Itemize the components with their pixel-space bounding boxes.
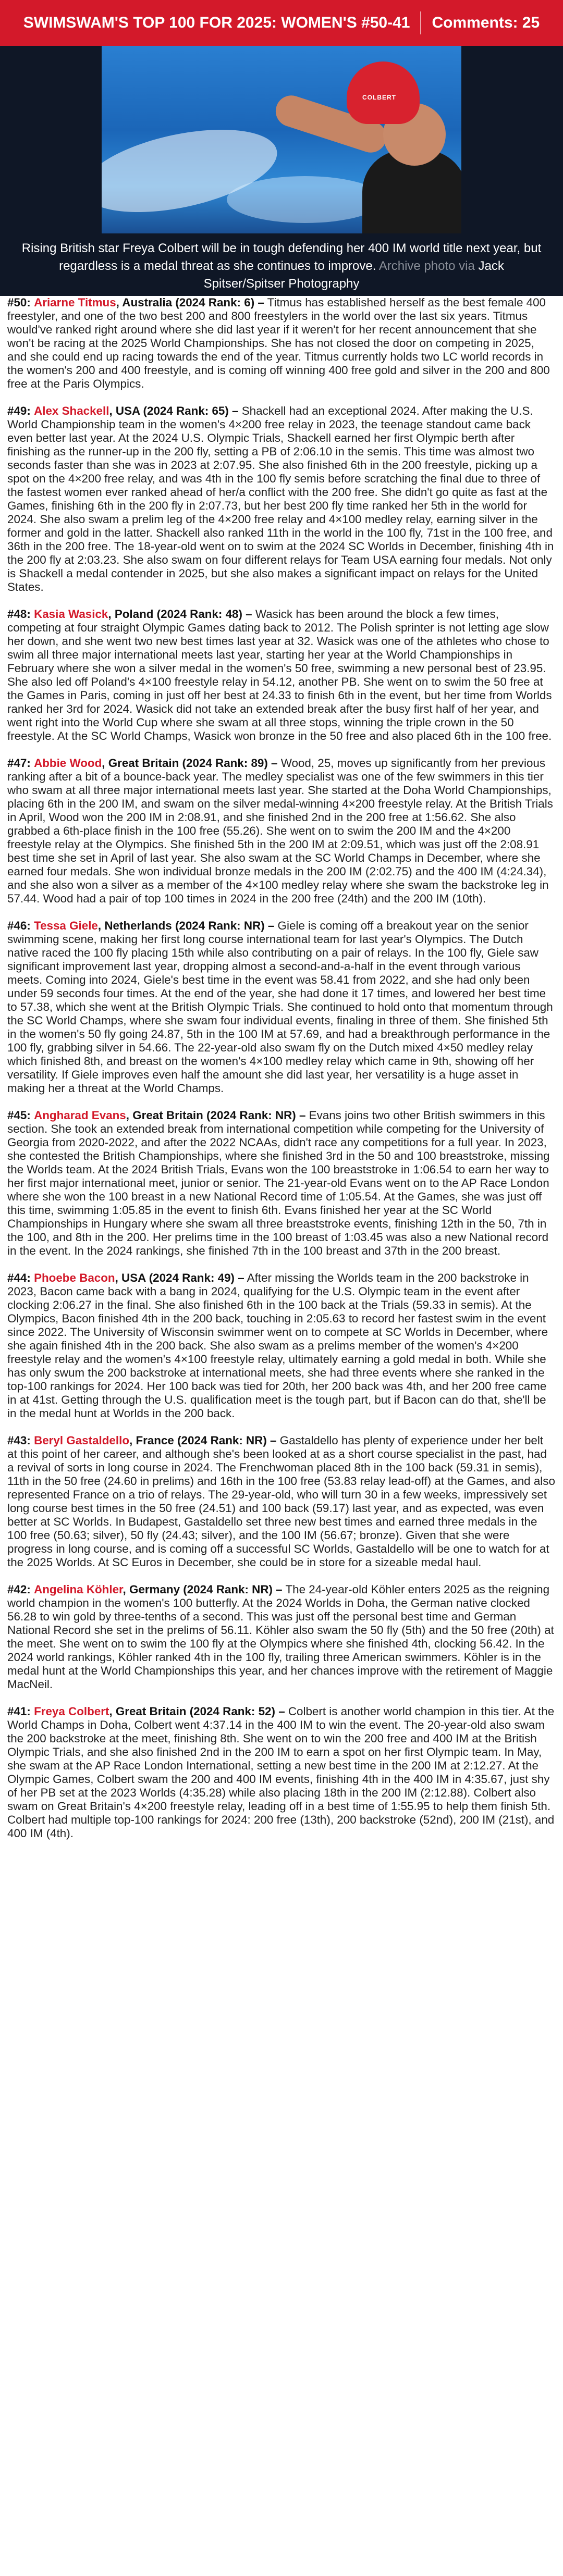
entry-meta: , France (2024 Rank: NR) – xyxy=(129,1434,277,1447)
athlete-link[interactable]: Kasia Wasick xyxy=(34,608,108,621)
ranking-entry-49 xyxy=(7,404,556,594)
athlete-link[interactable]: Angharad Evans xyxy=(34,1109,126,1122)
athlete-link[interactable]: Tessa Giele xyxy=(34,919,98,932)
entry-text: Colbert is another world champion in this tier. At the World Champs in Doha, Colbert went 4:37.14 in the 400 IM to win the event. The 20-year-old also swam the 200 backstroke at the meet, finishing 8th. She went on to win the 200 free and 400 IM at the British Olympic Trials, and she also finished 2nd in the 200 IM to earn a spot on her first Olympic team. In May, she swam at the AP Race London International, setting a new best time in the 200 IM at 2:12.27. At the Olympic Games, Colbert swam the 200 and 400 IM events, finishing 4th in the 400 IM in 4:35.67, just shy of her PB set at the 2023 Worlds (4:35.28) while also placing 18th in the 200 IM (2:12.88). Colbert also swam on Great Britain's 4×200 freestyle relay, leading off in a best time of 1:55.95 to help them finish 5th. Colbert had multiple top-100 rankings for 2024: 200 free (13th), 200 backstroke (52nd), 200 IM (21st), and 400 IM (4th). xyxy=(7,1705,555,1840)
top-bar xyxy=(0,0,563,46)
photo-credit-link[interactable]: Archive photo via xyxy=(378,259,475,273)
athlete-link[interactable]: Phoebe Bacon xyxy=(34,1271,115,1284)
ranking-entry-43 xyxy=(7,1434,556,1569)
entry-text: Wasick has been around the block a few times, competing at four straight Olympic Games dating back to 2012. The Polish sprinter is not letting age slow her down, and she went two new best times last year at 32. Wasick was one of the athletes who chose to swim all three major international meets last year, starting her year at the World Championships in February where she won a silver medal in the women's 50 free, swimming a new personal best of 23.95. She also led off Poland's 4×100 freestyle relay in 54.12, another PB. She went on to swim the 50 free at the Games in Paris, coming in just off her best at 24.33 to finish 6th in the event, but her time from Worlds ranked her 3rd for 2024. Wasick did not take an extended break after the busy first half of her year, and went right into the World Cup where she swam at all three stops, winning the triple crown in the 50 freestyle. At the SC World Champs, Wasick won bronze in the 50 free and also placed 6th in the 100 free. xyxy=(7,608,552,742)
entry-rank: #48: xyxy=(7,608,31,621)
entry-text: Titmus has established herself as the best female 400 freestyler, and one of the two best 200 and 800 freestylers in the world over the last six years. Titmus would've ranked right around where she did last year if it weren't for her recent announcement that she won't be racing at the 2025 World Championships. She has not closed the door on competing in 2025, and she could end up racing towards the end of the year. Titmus currently holds two LC world records in the women's 200 and 400 freestyle, and is coming off winning 400 free gold and silver in the 200 and 800 free at the Paris Olympics. xyxy=(7,296,550,390)
entry-text: After missing the Worlds team in the 200 backstroke in 2023, Bacon came back with a bang in 2024, qualifying for the U.S. Olympic team in the event after clocking 2:06.27 in the final. She also finished 6th in the 100 back at the Trials (59.33 in semis). At the Olympics, Bacon finished 4th in the 200 back, touching in 2:05.63 to record her fastest swim in the event since 2022. The University of Wisconsin swimmer went on to compete at SC Worlds in December, where she again finished 4th in the 200 back. She also swam as a prelims member of the women's 4×200 freestyle relay and the women's 4×100 freestyle relay, ultimately earning a gold medal in both. While she has only swum the 200 backstroke at international meets, she had three events where she ranked in the top-100 rankings for 2024. Her 100 back was tied for 20th, her 200 back was 4th, and her 200 free came in at 41st. Getting through the U.S. qualification meet is the tough part, but if Bacon can do that, she'll be in the medal hunt at Worlds in the 200 back. xyxy=(7,1271,548,1420)
photo-caption xyxy=(21,240,542,293)
entry-meta: , Poland (2024 Rank: 48) – xyxy=(108,608,252,621)
photo-credit-name: Jack Spitser/Spitser Photography xyxy=(203,259,504,291)
entry-text: The 24-year-old Köhler enters 2025 as the reigning world champion in the women's 100 butterfly. At the 2024 Worlds in Doha, the German native clocked 56.28 to win gold by three-tenths of a second. This was just off the personal best time and German National Record she set in the prelims of 56.11. Köhler also swam the 50 fly (5th) and the 50 free (20th) at the meet. She went on to swim the 100 fly at the Olympics where she finished 4th, clocking 56.42. In the 2024 world rankings, Köhler ranked 4th in the 100 fly, trailing three American swimmers. Köhler is in the medal hunt at the World Championships this year, and her chances improve with the retirement of Maggie MacNeil. xyxy=(7,1583,554,1691)
hero-image-section xyxy=(0,46,563,296)
hero-photo xyxy=(102,46,461,233)
athlete-link[interactable]: Alex Shackell xyxy=(34,404,109,417)
entry-rank: #47: xyxy=(7,757,31,770)
ranking-entry-46 xyxy=(7,919,556,1095)
entry-meta: , Netherlands (2024 Rank: NR) – xyxy=(97,919,275,932)
ranking-entry-48 xyxy=(7,608,556,743)
entry-rank: #44: xyxy=(7,1271,31,1284)
entry-rank: #41: xyxy=(7,1705,31,1718)
ranking-entry-44 xyxy=(7,1271,556,1420)
athlete-link[interactable]: Abbie Wood xyxy=(34,757,102,770)
athlete-link[interactable]: Beryl Gastaldello xyxy=(34,1434,129,1447)
water-splash-2 xyxy=(227,176,383,223)
ranking-entry-45 xyxy=(7,1109,556,1258)
caption-text: Rising British star Freya Colbert will be in tough defending her 400 IM world title next year, but regardless is a medal threat as she continues to improve. xyxy=(21,241,542,273)
article-body xyxy=(0,296,563,1840)
entry-meta: , Australia (2024 Rank: 6) – xyxy=(116,296,264,309)
entry-rank: #46: xyxy=(7,919,31,932)
entry-text: Gastaldello has plenty of experience under her belt at this point of her career, and although she's been looked at as a short course specialist in the past, had a revival of sorts in long course in 2024. The Frenchwoman placed 8th in the 100 back (59.31 in semis), 11th in the 50 free (24.60 in prelims) and 16th in the 100 free (53.83 relay lead-off) at the Games, and also represented France on a trio of relays. The 29-year-old, who will turn 30 in a few weeks, impressively set long course best times in the 50 free (24.51) and 100 back (59.17) last year, and as expected, was even better at SC Worlds. In Budapest, Gastaldello set three new best times and earned three medals in the 100 free (50.63; silver), 50 fly (24.43; silver), and the 100 IM (56.67; bronze). Given that she were progress in long course, and is coming off a successful SC Worlds, Gastaldello will be one to watch for at the 2025 Worlds. At SC Euros in December, she could be in store for a sizeable medal haul. xyxy=(7,1434,555,1569)
entry-text: Giele is coming off a breakout year on the senior swimming scene, making her first long course international team for last year's Olympics. The Dutch native raced the 100 fly placing 15th while also contributing on a pair of relays. In the 100 fly, Giele saw significant improvement last year, dropping almost a second-and-a-half in the event through various meets. Coming into 2024, Giele's best time in the event was 58.41 from 2022, and she had only been under 59 seconds four times. At the end of the year, she had done it 17 times, and lowered her best time to 57.38, which she went at the British Olympic Trials. She continued to hold onto that momentum through the SC World Champs, where she swam four individual events, finaling in three of them. She finished 5th in the women's 50 fly going 24.87, 5th in the 100 IM at 57.69, and had a breakthrough performance in the 100 fly, grabbing silver in 54.66. The 22-year-old also swam fly on the Dutch mixed 4×50 medley relay which finished 8th, and breast on the women's 4×100 medley relay which came in 9th, showing off her versatility. If Giele improves even half the amount she did last year, her versatility is a huge asset in making her a threat at the World Champs. xyxy=(7,919,553,1095)
ranking-entry-50 xyxy=(7,296,556,391)
entry-rank: #42: xyxy=(7,1583,31,1596)
article-title: SWIMSWAM'S TOP 100 FOR 2025: WOMEN'S #50-41 xyxy=(23,14,410,31)
entry-text: Shackell had an exceptional 2024. After making the U.S. World Championship team in the women's 4×200 free relay in 2023, the teenage standout came back even better last year. At the 2024 U.S. Olympic Trials, Shackell earned her first Olympic berth after finishing as the runner-up in the 200 fly, setting a PB of 2:06.10 in the semis. This time was almost two seconds faster than she was in 2023 at 2:07.95. She also finished 6th in the 200 freestyle, picking up a spot on the 4×200 free relay, and was 4th in the 100 fly semis before scratching the final due to three of the fastest women ever ranked ahead of her/a conflict with the 200 free. She didn't go quite as fast at the Games, finishing 6th in the 200 fly in 2:07.73, but her best 200 fly time ranked her 5th in the world for 2024. She also swam a prelim leg of the 4×200 free relay and 4×100 medley relay, earning silver in the former and gold in the latter. Shackell also ranked 11th in the world in the 100 fly, 71st in the 100 free, and 36th in the 200 free. The 18-year-old went on to swim at the 2024 SC Worlds in December, finishing 4th in the 200 fly at 2:03.23. She also swam on four different relays for Team USA earning four medals. Not only is Shackell a medal contender in 2025, but she also makes a significant impact on relays for the United States. xyxy=(7,404,554,593)
entry-meta: , Germany (2024 Rank: NR) – xyxy=(123,1583,283,1596)
entry-rank: #43: xyxy=(7,1434,31,1447)
entry-meta: , USA (2024 Rank: 65) – xyxy=(109,404,239,417)
ranking-entry-41 xyxy=(7,1705,556,1840)
ranking-entry-42 xyxy=(7,1583,556,1691)
entry-rank: #50: xyxy=(7,296,31,309)
entry-rank: #49: xyxy=(7,404,31,417)
ranking-entry-47 xyxy=(7,757,556,906)
entry-text: Wood, 25, moves up significantly from her previous ranking after a bit of a bounce-back year. The medley specialist was one of the few swimmers in this tier who swam at all three major international meets last year. She started at the Doha World Championships, placing 6th in the 200 IM, and swam on the silver medal-winning 4×200 freestyle relay. At the British Trials in April, Wood won the 200 IM in 2:08.91, and she finished 2nd in the 200 free at 1:56.62. She also grabbed a 6th-place finish in the 100 free (55.26). She went on to swim the 200 IM and the 4×200 freestyle relay at the Olympics. She finished 5th in the 200 IM at 2:09.51, which was just off the 2:08.91 best time she set in April of last year. She also swam at the SC World Champs in December, where she earned four medals. She won individual bronze medals in the 200 IM (2:02.75) and the 400 IM (4:24.34), and she also won a silver as a member of the 4×100 medley relay where she swam the backstroke leg in 57.44. Wood had a pair of top 100 times in 2024 in the 200 free (24th) and the 200 IM (10th). xyxy=(7,757,553,905)
comments-link[interactable]: Comments: 25 xyxy=(432,14,540,31)
swim-cap-text: COLBERT xyxy=(362,94,396,101)
swim-cap xyxy=(347,61,420,124)
entry-meta: , Great Britain (2024 Rank: 52) – xyxy=(109,1705,285,1718)
athlete-link[interactable]: Ariarne Titmus xyxy=(34,296,116,309)
title-divider xyxy=(420,11,421,34)
entry-rank: #45: xyxy=(7,1109,31,1122)
athlete-link[interactable]: Freya Colbert xyxy=(34,1705,109,1718)
entry-meta: , Great Britain (2024 Rank: NR) – xyxy=(126,1109,306,1122)
entry-meta: , Great Britain (2024 Rank: 89) – xyxy=(102,757,278,770)
athlete-link[interactable]: Angelina Köhler xyxy=(34,1583,123,1596)
entry-text: Evans joins two other British swimmers in this section. She took an extended break from international competition while competing for the University of Georgia from 2020-2022, and after the 2022 NCAAs, didn't race any competitions for a full year. In 2023, she contested the British Championships, where she finished 3rd in the 50 and 100 breaststroke, missing the Worlds team. At the 2024 British Trials, Evans won the 100 breaststroke in 1:06.54 to earn her way to her first major international meet, junior or senior. The 21-year-old Evans went on to the AP Race London where she won the 100 breast in a new National Record time of 1:05.54. At the Games, she was just off this time, swimming 1:05.85 in the event to finish 6th. Evans finished her year at the SC World Championships in Hungary where she swam all three breaststroke events, finishing 12th in the 50, 7th in the 100, and 8th in the 200. Her prelims time in the 100 breast of 1:03.45 was also a new National record in the event. In the 2024 rankings, she finished 7th in the 100 breast and 37th in the 200 breast. xyxy=(7,1109,550,1257)
entry-meta: , USA (2024 Rank: 49) – xyxy=(115,1271,244,1284)
